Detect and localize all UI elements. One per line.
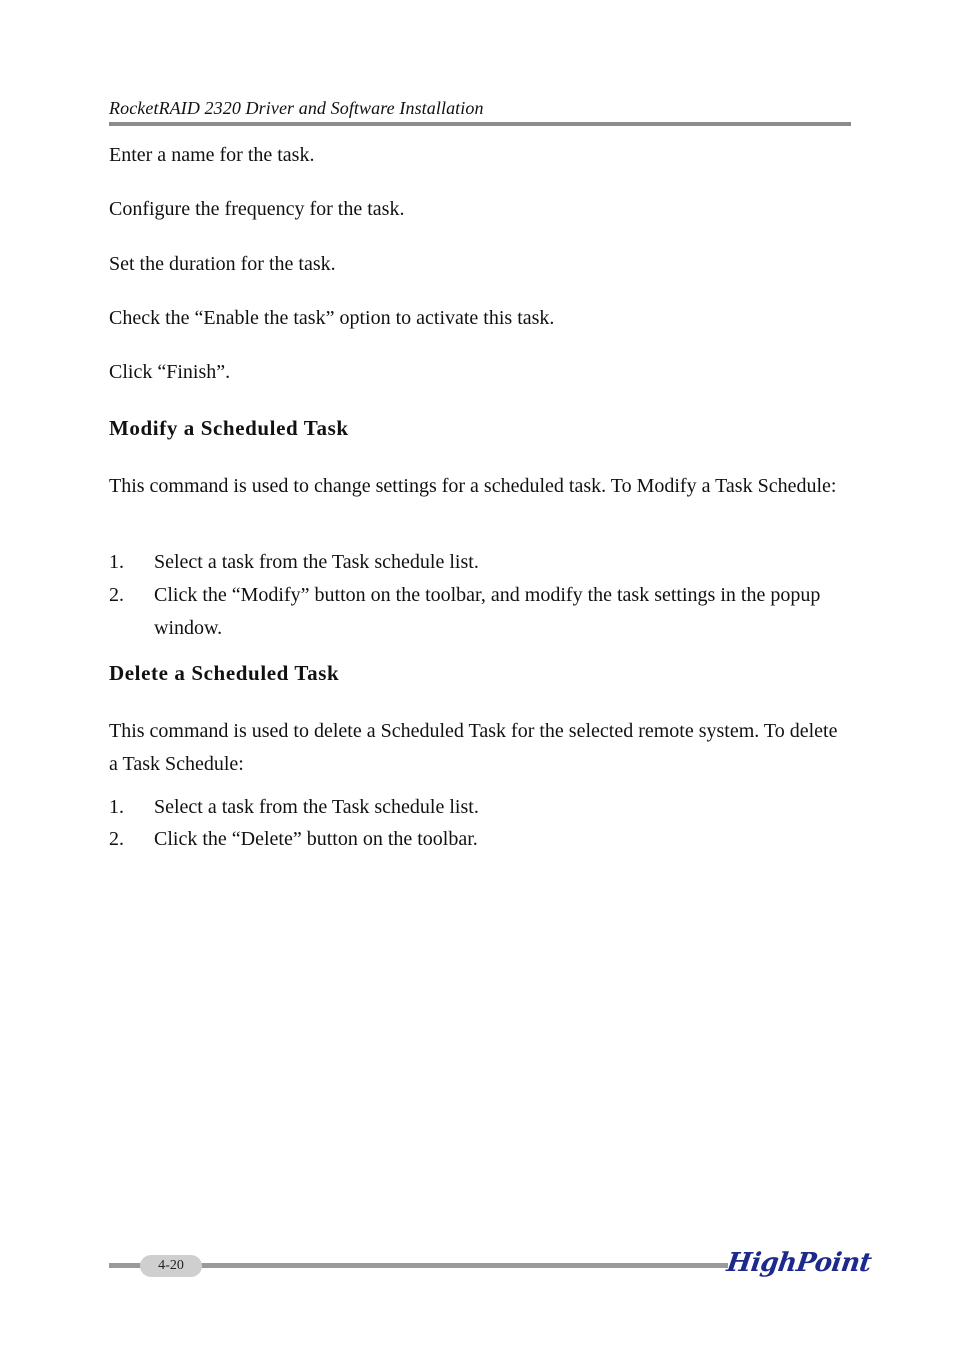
delete-step-2 bbox=[109, 823, 849, 856]
list-number: 1. bbox=[109, 796, 124, 818]
footer-rule-right bbox=[200, 1263, 728, 1268]
running-header: RocketRAID 2320 Driver and Software Installation bbox=[109, 98, 484, 118]
list-text: Select a task from the Task schedule list. bbox=[154, 796, 479, 818]
list-text: Click the “Delete” button on the toolbar. bbox=[154, 828, 478, 850]
list-number: 1. bbox=[109, 551, 124, 573]
step-configure-frequency: Configure the frequency for the task. bbox=[109, 198, 405, 220]
list-number: 2. bbox=[109, 584, 124, 606]
highpoint-logo: HighPoint bbox=[724, 1248, 874, 1278]
page-number: 4-20 bbox=[140, 1255, 202, 1277]
step-enter-name: Enter a name for the task. bbox=[109, 144, 315, 166]
modify-step-1 bbox=[109, 546, 849, 579]
delete-section-intro: This command is used to delete a Scheduled Task for the selected remote system. To delete a Task Schedule: bbox=[109, 720, 838, 775]
delete-step-1 bbox=[109, 791, 849, 824]
list-text: Click the “Modify” button on the toolbar, and modify the task settings in the popup window. bbox=[154, 584, 821, 639]
step-enable-task: Check the “Enable the task” option to activate this task. bbox=[109, 307, 555, 329]
step-set-duration: Set the duration for the task. bbox=[109, 253, 336, 275]
delete-section-title: Delete a Scheduled Task bbox=[109, 661, 340, 685]
header-rule bbox=[109, 122, 851, 126]
list-number: 2. bbox=[109, 828, 124, 850]
step-click-finish: Click “Finish”. bbox=[109, 361, 231, 383]
list-text: Select a task from the Task schedule list. bbox=[154, 551, 479, 573]
modify-step-2 bbox=[109, 579, 849, 645]
modify-section-title: Modify a Scheduled Task bbox=[109, 416, 349, 440]
modify-section-intro: This command is used to change settings for a scheduled task. To Modify a Task Schedule: bbox=[109, 475, 837, 497]
